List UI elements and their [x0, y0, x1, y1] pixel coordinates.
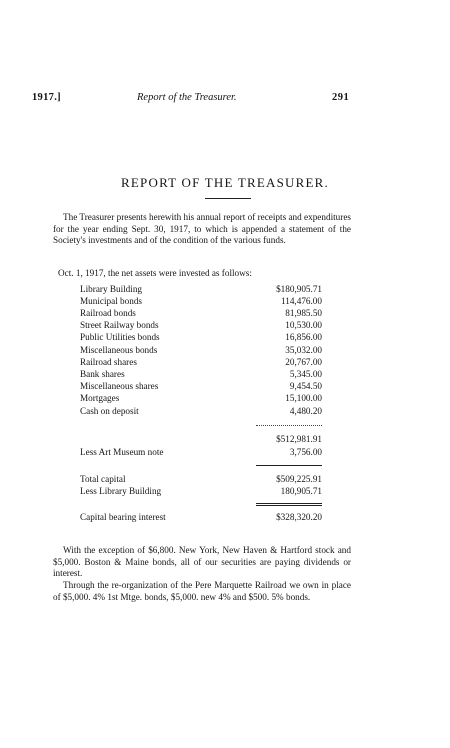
- ledger-label: Bank shares: [80, 369, 125, 379]
- ledger-label: Total capital: [80, 474, 126, 484]
- ledger-row: [0, 369, 450, 381]
- ledger-label: Railroad shares: [80, 357, 137, 367]
- ledger-amount: 9,454.50: [289, 381, 322, 391]
- ledger-amount: 5,345.00: [289, 369, 322, 379]
- ledger-label: Railroad bonds: [80, 308, 136, 318]
- ledger-row: [0, 284, 450, 296]
- ledger-row: [0, 308, 450, 320]
- ledger-label: Street Railway bonds: [80, 320, 159, 330]
- page-number: 291: [332, 92, 350, 103]
- less-art-museum-row: [0, 447, 450, 459]
- ledger-label: Miscellaneous shares: [80, 381, 159, 391]
- ledger-label: Less Art Museum note: [80, 447, 164, 457]
- ledger-row: [0, 393, 450, 405]
- ledger-amount: 10,530.00: [285, 320, 322, 330]
- assets-intro-line: Oct. 1, 1917, the net assets were invested as follows:: [58, 268, 252, 278]
- subtotal-amount: $512,981.91: [276, 434, 322, 444]
- ledger-row: [0, 332, 450, 344]
- total-rule: [256, 465, 322, 466]
- ledger-row: [0, 345, 450, 357]
- ledger-amount: 16,856.00: [285, 332, 322, 342]
- ledger-row: [0, 381, 450, 393]
- ledger-label: Public Utilities bonds: [80, 332, 160, 342]
- running-head-title: Report of the Treasurer.: [137, 92, 237, 103]
- running-head-year: 1917.]: [32, 92, 61, 103]
- ledger-amount: 3,756.00: [289, 447, 322, 457]
- total-capital-row: [0, 474, 450, 486]
- final-rule: [256, 503, 322, 506]
- ledger-label: Miscellaneous bonds: [80, 345, 158, 355]
- ledger-label: Mortgages: [80, 393, 120, 403]
- securities-note-paragraph: With the exception of $6,800. New York, New Haven & Hartford stock and $5,000. Boston & Maine bonds, all of our securities are paying dividends or interest.: [53, 545, 351, 578]
- subtotal-row: [0, 434, 450, 446]
- ledger-row: [0, 296, 450, 308]
- ledger-label: Municipal bonds: [80, 296, 143, 306]
- reorganization-note-paragraph: Through the re-organization of the Pere Marquette Railroad we own in place of $5,000. 4% 1st Mtge. bonds, $5,000. new 4% and $500. 5% bonds.: [53, 580, 351, 602]
- intro-paragraph: The Treasurer presents herewith his annual report of receipts and expenditures for the year ending Sept. 30, 1917, to which is appended a statement of the Society's investments and of the condition of the various funds.: [53, 212, 351, 245]
- ledger-row: [0, 406, 450, 418]
- ledger-amount: $509,225.91: [276, 474, 322, 484]
- ledger-amount: 35,032.00: [285, 345, 322, 355]
- report-title: REPORT OF THE TREASURER.: [121, 175, 329, 190]
- ledger-amount: 81,985.50: [285, 308, 322, 318]
- ledger-amount: $328,320.20: [276, 512, 322, 522]
- less-library-row: [0, 486, 450, 498]
- subtotal-rule: [256, 425, 322, 426]
- capital-bearing-interest-row: [0, 512, 450, 524]
- ledger-label: Capital bearing interest: [80, 512, 166, 522]
- ledger-label: Library Building: [80, 284, 143, 294]
- ledger-amount: 180,905.71: [280, 486, 322, 496]
- ledger-amount: 15,100.00: [285, 393, 322, 403]
- ledger-amount: 4,480.20: [289, 406, 322, 416]
- ledger-amount: 20,767.00: [285, 357, 322, 367]
- ledger-amount: $180,905.71: [276, 284, 322, 294]
- ledger-label: Cash on deposit: [80, 406, 139, 416]
- ledger-amount: 114,476.00: [280, 296, 322, 306]
- ledger-row: [0, 357, 450, 369]
- ledger-label: Less Library Building: [80, 486, 162, 496]
- ledger-row: [0, 320, 450, 332]
